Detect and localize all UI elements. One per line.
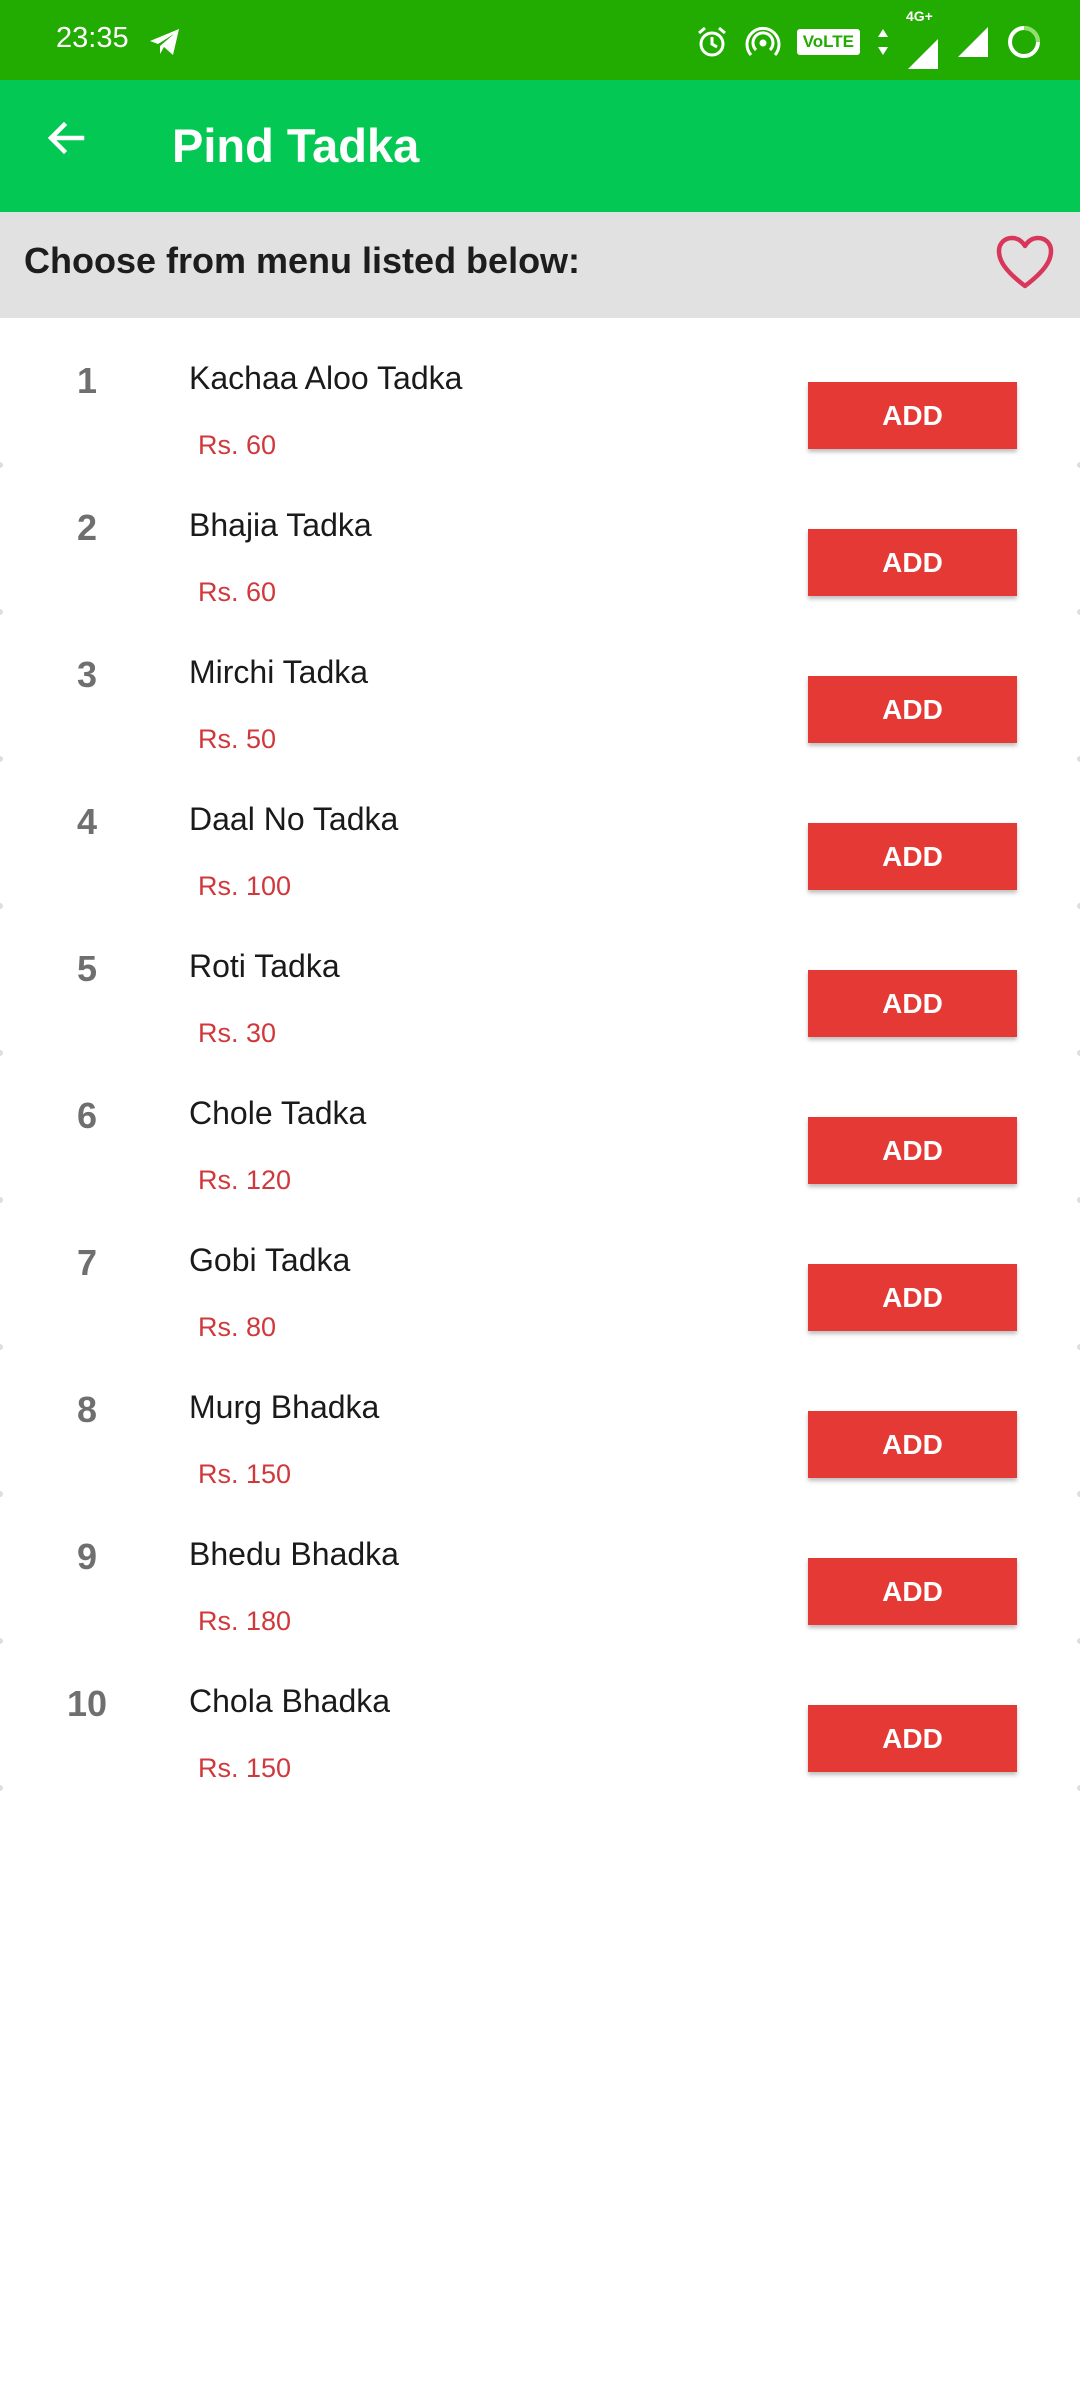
add-button[interactable]: ADD (808, 676, 1017, 743)
add-button[interactable]: ADD (808, 823, 1017, 890)
item-price: Rs. 150 (198, 1459, 292, 1489)
list-item (0, 1053, 1080, 1200)
list-item (0, 759, 1080, 906)
item-number: 1 (76, 360, 98, 401)
item-name: Kachaa Aloo Tadka (189, 360, 463, 396)
item-name: Bhedu Bhadka (189, 1536, 399, 1572)
item-number: 6 (76, 1095, 98, 1136)
item-number: 7 (76, 1242, 98, 1283)
item-price: Rs. 50 (198, 724, 277, 754)
list-item (0, 1200, 1080, 1347)
item-price: Rs. 60 (198, 430, 277, 460)
hotspot-icon (745, 25, 781, 59)
add-button[interactable]: ADD (808, 529, 1017, 596)
item-name: Chole Tadka (189, 1095, 367, 1131)
network-type: 4G+ (906, 7, 933, 24)
add-button[interactable]: ADD (808, 1558, 1017, 1625)
item-number: 8 (76, 1389, 98, 1430)
signal-icon (906, 37, 940, 71)
status-time: 23:35 (56, 22, 129, 54)
data-arrows-icon (876, 27, 890, 57)
battery-ring-icon (1006, 24, 1042, 60)
item-number: 2 (76, 507, 98, 548)
item-number: 3 (76, 654, 98, 695)
list-item (0, 465, 1080, 612)
menu-list (0, 318, 1080, 1788)
add-button[interactable]: ADD (808, 1117, 1017, 1184)
item-price: Rs. 180 (198, 1606, 292, 1636)
volte-icon: VoLTE (797, 29, 860, 55)
list-item (0, 318, 1080, 465)
add-button[interactable]: ADD (808, 1705, 1017, 1772)
list-item (0, 1494, 1080, 1641)
add-button[interactable]: ADD (808, 1411, 1017, 1478)
add-button[interactable]: ADD (808, 970, 1017, 1037)
list-item (0, 1347, 1080, 1494)
item-price: Rs. 100 (198, 871, 292, 901)
status-bar (0, 0, 1080, 80)
back-button[interactable] (38, 110, 94, 166)
item-price: Rs. 150 (198, 1753, 292, 1783)
list-item (0, 906, 1080, 1053)
item-price: Rs. 60 (198, 577, 277, 607)
page-title: Pind Tadka (172, 119, 420, 172)
app-bar (0, 80, 1080, 212)
item-number: 4 (76, 801, 98, 842)
item-name: Gobi Tadka (189, 1242, 351, 1278)
favorite-button[interactable] (994, 232, 1056, 294)
item-name: Mirchi Tadka (189, 654, 369, 690)
item-number: 5 (76, 948, 98, 989)
item-name: Murg Bhadka (189, 1389, 380, 1425)
list-item (0, 1641, 1080, 1788)
item-price: Rs. 80 (198, 1312, 277, 1342)
item-price: Rs. 120 (198, 1165, 292, 1195)
item-number: 10 (66, 1683, 108, 1724)
add-button[interactable]: ADD (808, 382, 1017, 449)
item-name: Bhajia Tadka (189, 507, 372, 543)
heart-outline-icon (994, 232, 1056, 294)
item-price: Rs. 30 (198, 1018, 277, 1048)
item-name: Daal No Tadka (189, 801, 399, 837)
add-button[interactable]: ADD (808, 1264, 1017, 1331)
status-icons (695, 7, 1042, 62)
telegram-icon (148, 26, 182, 58)
item-number: 9 (76, 1536, 98, 1577)
alarm-icon (695, 25, 729, 59)
list-item (0, 612, 1080, 759)
menu-header-text: Choose from menu listed below: (24, 240, 581, 281)
arrow-left-icon (46, 118, 86, 158)
item-name: Roti Tadka (189, 948, 340, 984)
item-name: Chola Bhadka (189, 1683, 391, 1719)
signal-icon-2 (956, 25, 990, 59)
